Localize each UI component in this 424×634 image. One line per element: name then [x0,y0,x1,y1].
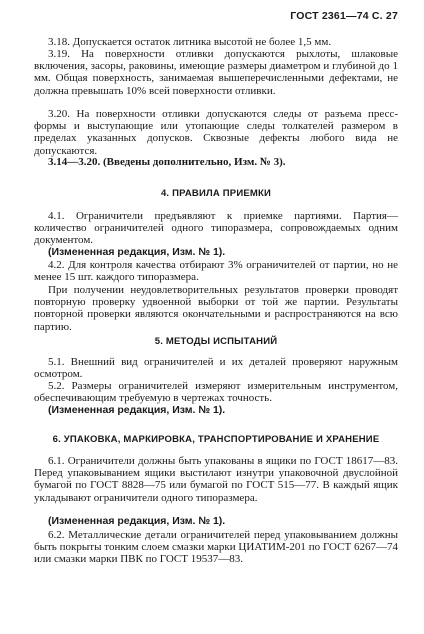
clause-3-14-3-20 [34,156,398,168]
section-heading-4: 4. ПРАВИЛА ПРИЕМКИ [160,188,272,199]
paragraph: 6.1. Ограничители должны быть упакованы в ящики по ГОСТ 18617—83. Перед упаковыванием ящики выстилают изнутри упаковочной двуслойной бумагой по ГОСТ 8828—75 или бумагой по ГОСТ 515—77. В каждый ящик укладывают ограничители одного типоразмера. [34,455,398,504]
paragraph: 3.19. На поверхности отливки допускаются рыхлоты, шлаковые включения, засоры, раковины, имеющие размеры диаметром и глубиной до 1 мм. Общая поверхность, занимаемая вышеперечисленными дефектами, не должна превышать 10% всей поверхности отливки. [34,48,398,97]
edit-note [34,515,398,527]
paragraph: 3.20. На поверхности отливки допускаются следы от разъема пресс-формы и выступающие или утопающие следы толкателей размером в пределах указанных допусков. Сквозные дефекты любого вида не допускаются. [34,108,398,157]
clause-3-19 [34,48,398,97]
clause-4-1 [34,210,398,247]
edit-note [34,246,398,258]
paragraph: При получении неудовлетворительных результатов проверки проводят повторную проверку удвоенной выборки от той же партии. Результаты повторной проверки являются окончательными и распространяются на всю партию. [34,284,398,333]
clause-5-2 [34,380,398,404]
paragraph: 5.1. Внешний вид ограничителей и их деталей проверяют наружным осмотром. [34,356,398,381]
amendment-note: (Измененная редакция, Изм. № 1). [48,404,226,416]
page-header: ГОСТ 2361—74 С. 27 [290,10,398,22]
amendment-note: (Измененная редакция, Изм. № 1). [48,246,226,258]
paragraph: 4.2. Для контроля качества отбирают 3% ограничителей от партии, но не менее 15 шт. каждого типоразмера. [34,259,398,284]
clause-4-2 [34,259,398,283]
section-heading-5: 5. МЕТОДЫ ИСПЫТАНИЙ [154,336,278,347]
clause-6-2 [34,529,398,566]
amendment-note: 3.14—3.20. (Введены дополнительно, Изм. № 3). [48,156,286,168]
paragraph: 3.18. Допускается остаток литника высотой не более 1,5 мм. [48,36,332,48]
clause-3-20 [34,108,398,157]
paragraph: 6.2. Металлические детали ограничителей перед упаковыванием должны быть покрыты тонким слоем смазки марки ЦИАТИМ-201 по ГОСТ 6267—74 или смазки марки ПВК по ГОСТ 19537—83. [34,529,398,566]
paragraph: 5.2. Размеры ограничителей измеряют измерительным инструментом, обеспечивающим требуемую в чертежах точность. [34,380,398,405]
clause-4-2-cont [34,284,398,333]
paragraph: 4.1. Ограничители предъявляют к приемке партиями. Партия— количество ограничителей одного типоразмера, сопровождаемых одним документом. [34,210,398,247]
clause-3-18 [34,36,398,48]
section-heading-6: 6. УПАКОВКА, МАРКИРОВКА, ТРАНСПОРТИРОВАНИЕ И ХРАНЕНИЕ [52,434,380,445]
clause-5-1 [34,356,398,380]
edit-note [34,404,398,416]
clause-6-1 [34,455,398,504]
amendment-note: (Измененная редакция, Изм. № 1). [48,515,226,527]
